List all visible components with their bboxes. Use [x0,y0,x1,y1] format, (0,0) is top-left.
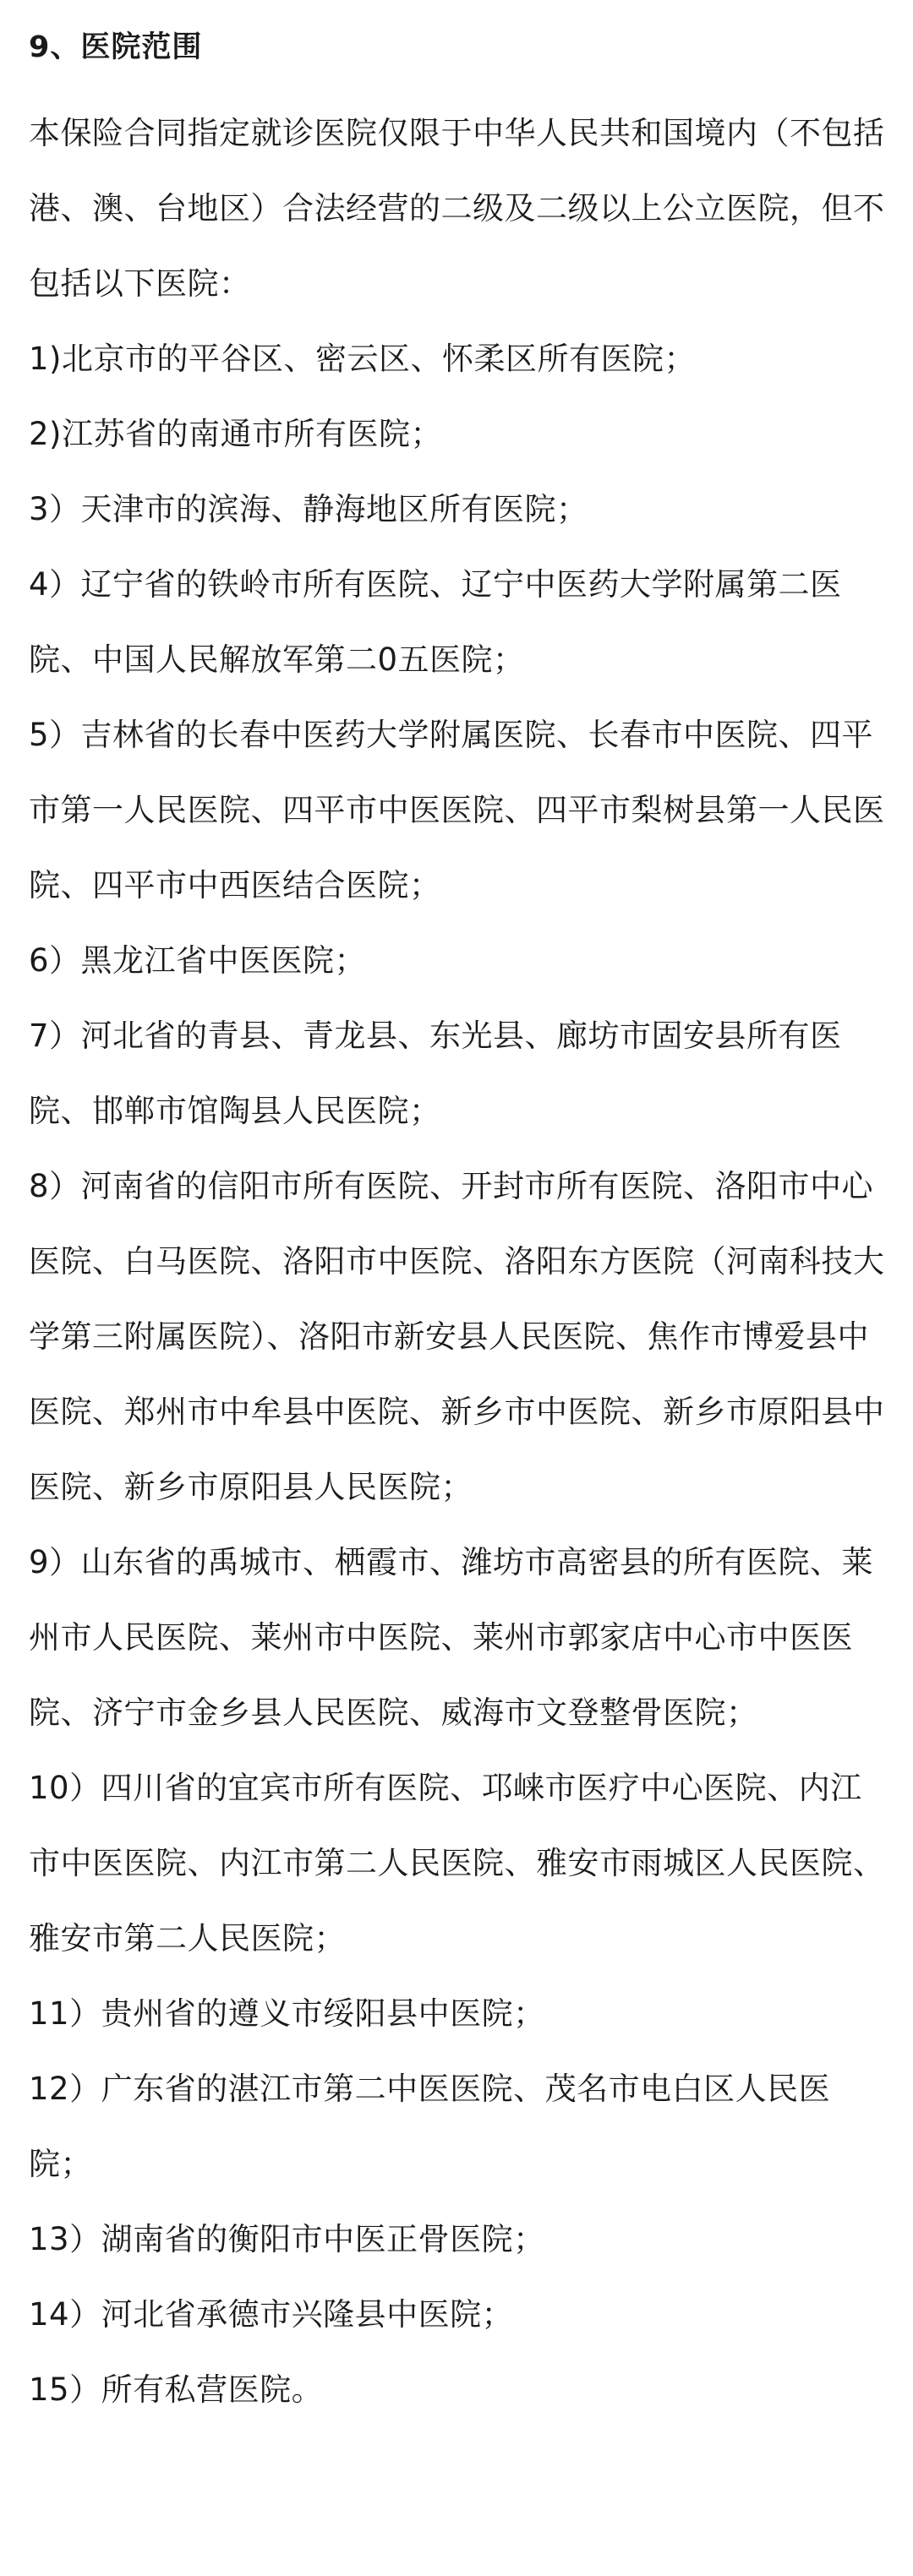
list-item: 14）河北省承德市兴隆县中医院； [29,2296,514,2333]
list-item: 3）天津市的滨海、静海地区所有医院； [29,491,588,527]
section-heading: 9、医院范围 [29,30,203,64]
list-item: 10）四川省的宜宾市所有医院、邛崃市医疗中心医院、内江市中医医院、内江市第二人民医院、雅安市雨城区人民医院、雅安市第二人民医院； [29,1770,885,1957]
list-item: 2)江苏省的南通市所有医院； [29,416,442,452]
list-item: 9）山东省的禹城市、栖霞市、潍坊市高密县的所有医院、莱州市人民医院、莱州市中医院、莱州市郭家店中心市中医医院、济宁市金乡县人民医院、威海市文登整骨医院； [29,1544,874,1731]
list-item: 6）黑龙江省中医医院； [29,942,367,979]
list-item: 8）河南省的信阳市所有医院、开封市所有医院、洛阳市中心医院、白马医院、洛阳市中医院、洛阳东方医院（河南科技大学第三附属医院）、洛阳市新安县人民医院、焦作市博爱县中医院、郑州市中牟县中医院、新乡市中医院、新乡市原阳县中医院、新乡市原阳县人民医院； [29,1168,885,1505]
list-item: 11）贵州省的遵义市绥阳县中医院； [29,1995,545,2032]
list-item: 15）所有私营医院。 [29,2371,324,2408]
section-body [29,96,893,2427]
list-item: 5）吉林省的长春中医药大学附属医院、长春市中医院、四平市第一人民医院、四平市中医医院、四平市梨树县第一人民医院、四平市中西医结合医院； [29,717,885,903]
list-item: 13）湖南省的衡阳市中医正骨医院； [29,2221,545,2257]
list-item: 7）河北省的青县、青龙县、东光县、廊坊市固安县所有医院、邯郸市馆陶县人民医院； [29,1018,842,1129]
list-item: 12）广东省的湛江市第二中医医院、茂名市电白区人民医院； [29,2071,831,2182]
intro-paragraph: 本保险合同指定就诊医院仅限于中华人民共和国境内（不包括港、澳、台地区）合法经营的二级及二级以上公立医院，但不包括以下医院： [29,115,885,302]
list-item: 4）辽宁省的铁岭市所有医院、辽宁中医药大学附属第二医院、中国人民解放军第二0五医院； [29,566,842,678]
list-item: 1)北京市的平谷区、密云区、怀柔区所有医院； [29,341,696,377]
